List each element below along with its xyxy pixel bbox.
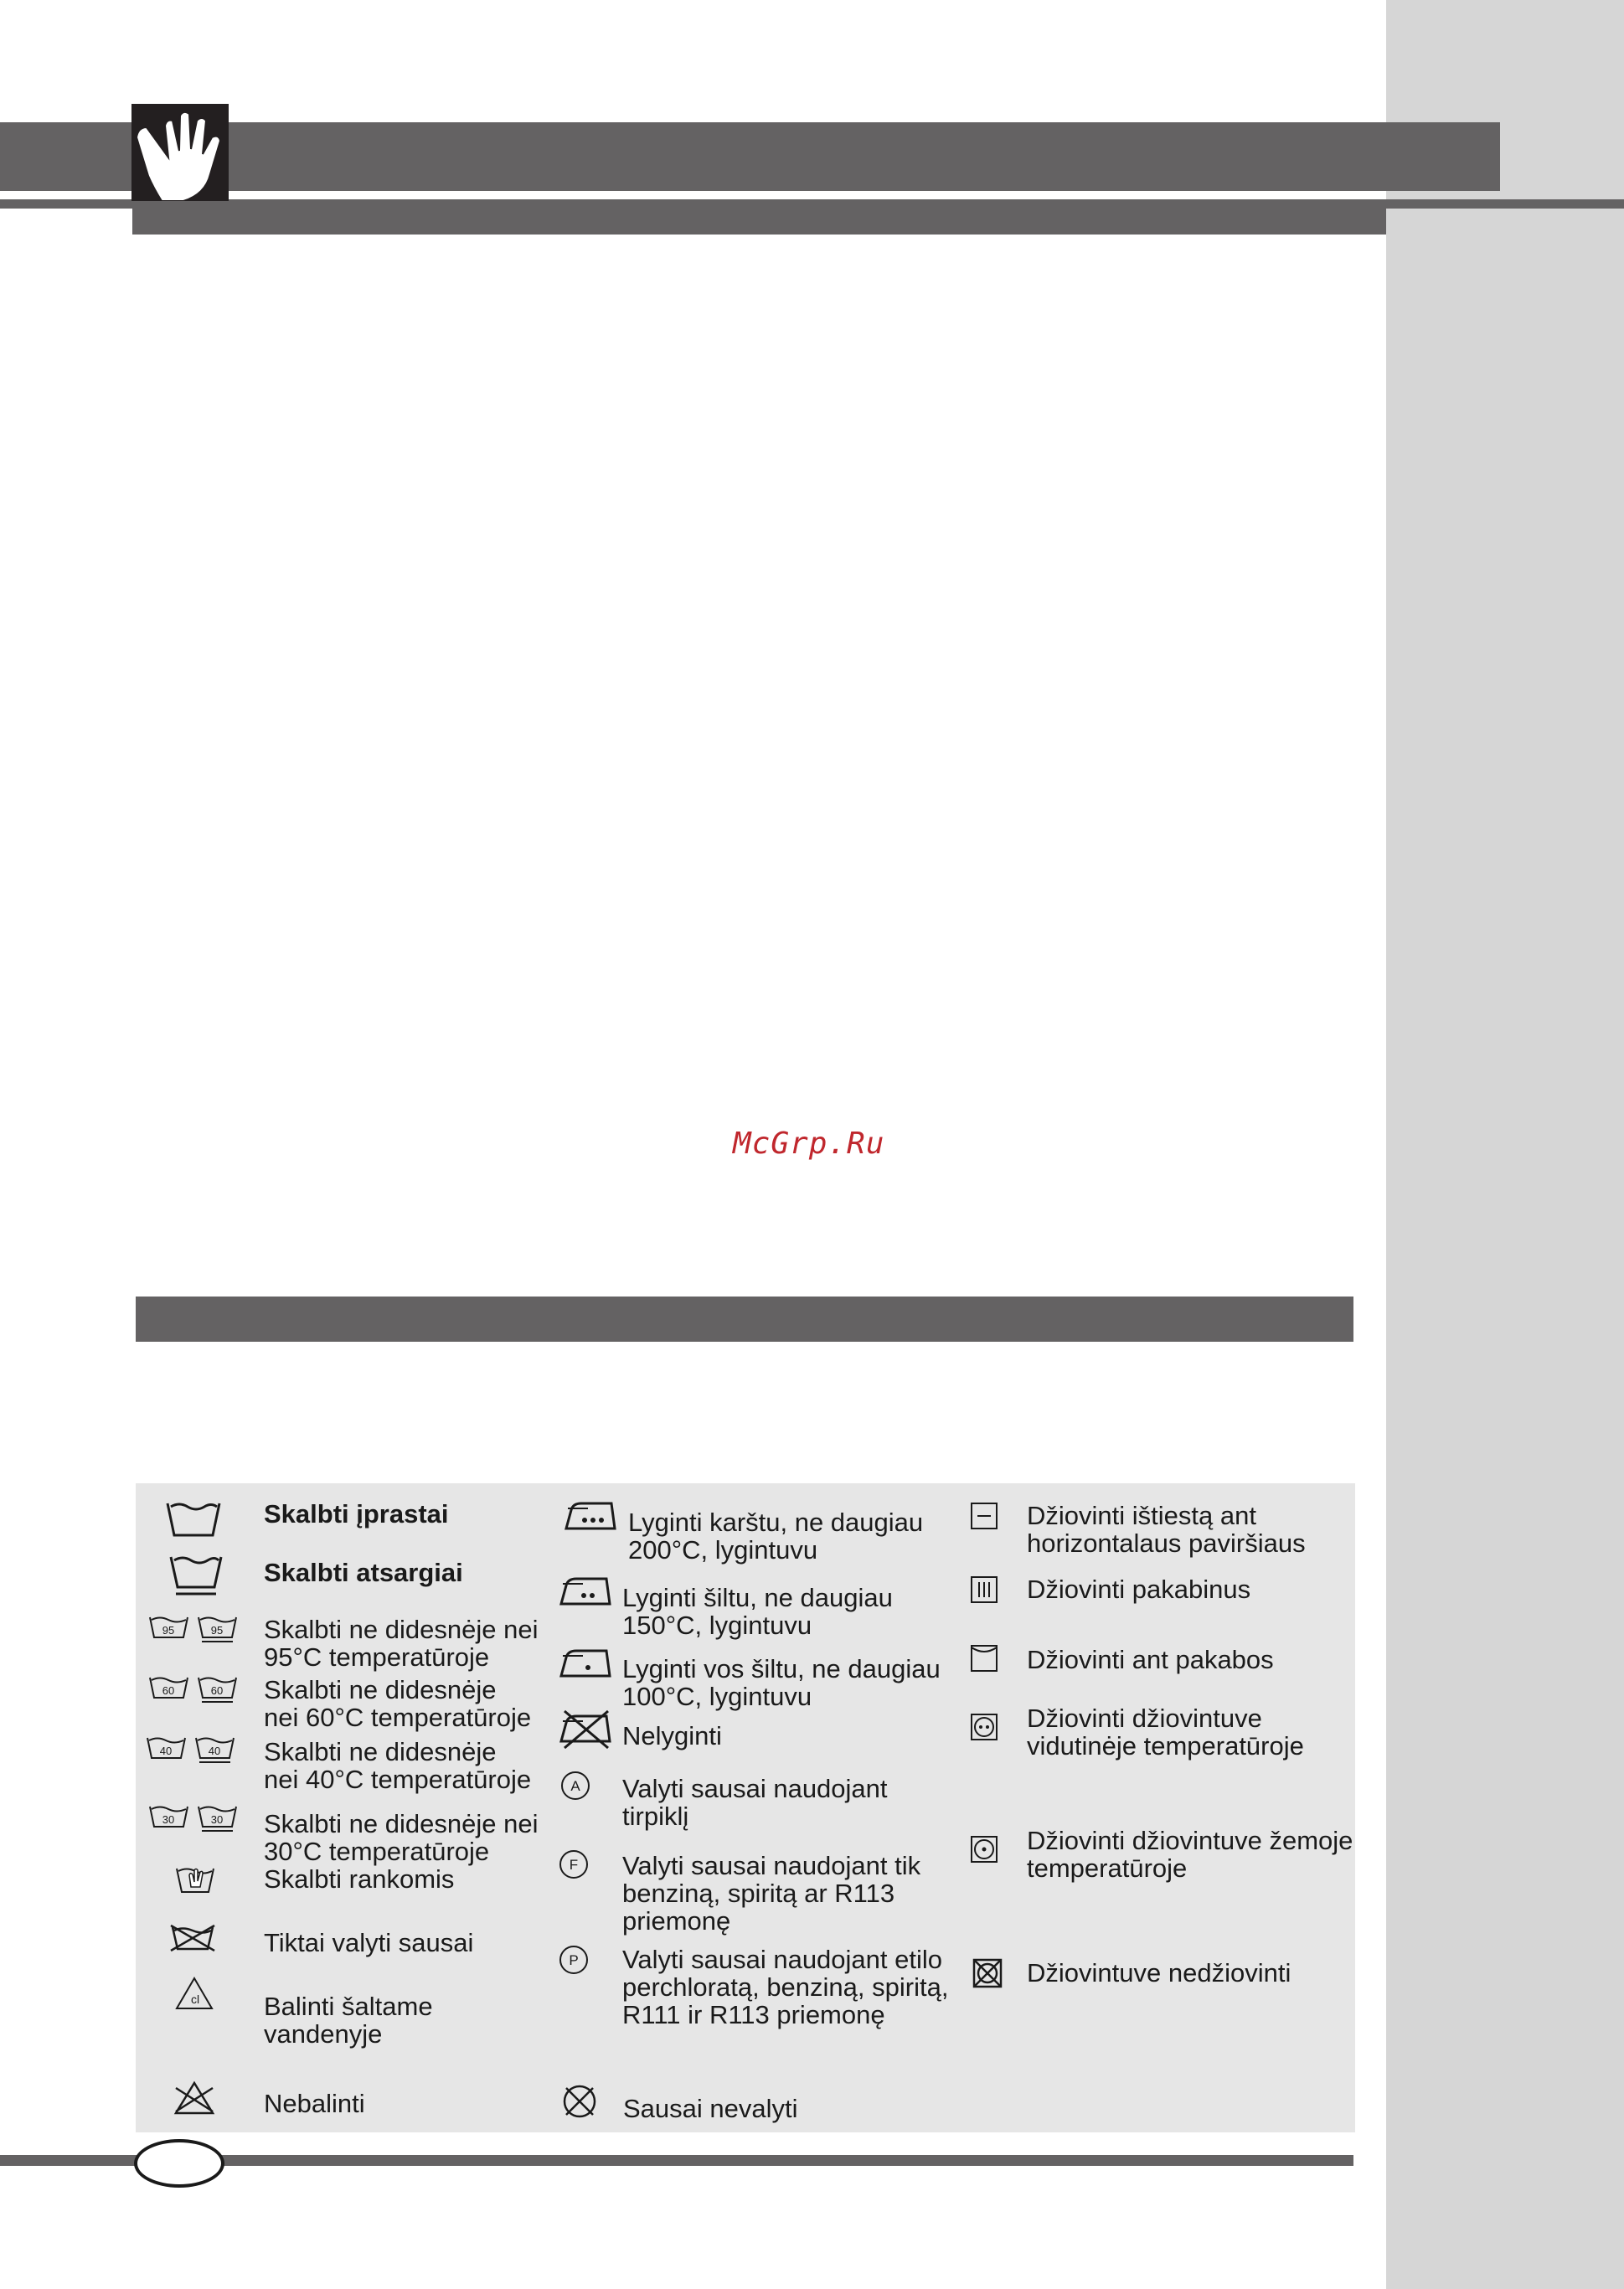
- page-number-oval: [134, 2139, 224, 2188]
- wash-temp-30-b: 30: [210, 1813, 224, 1826]
- dry-flat-label: Džiovinti ištiestą ant horizontalaus paviršiaus: [1027, 1501, 1306, 1558]
- tumble-medium-icon: [970, 1713, 998, 1741]
- wash-temp-40-a: 40: [159, 1745, 173, 1757]
- wash-40-label: Skalbti ne didesnėje nei 40°C temperatūroje: [264, 1737, 532, 1794]
- dryclean-p-label: Valyti sausai naudojant etilo perchloratą, benziną, spiritą, R111 ir R113 priemonę: [622, 1945, 949, 2029]
- washtub-normal-icon: [166, 1500, 221, 1539]
- hand-icon: [131, 104, 229, 201]
- no-iron-icon: [558, 1708, 613, 1751]
- no-dryclean-label: Sausai nevalyti: [623, 2094, 798, 2123]
- header-subband: [132, 206, 1386, 235]
- watermark-text: McGrp.Ru: [733, 1126, 885, 1161]
- hand-wash-label: Skalbti rankomis: [264, 1864, 455, 1894]
- washtub-60-icon: [148, 1674, 240, 1704]
- washtub-95-icon: [148, 1614, 240, 1644]
- no-bleach-label: Nebalinti: [264, 2089, 365, 2118]
- dryclean-f-icon: [558, 1848, 590, 1880]
- wash-gentle-label: Skalbti atsargiai: [264, 1558, 463, 1587]
- line-dry-label: Džiovinti ant pakabos: [1027, 1645, 1274, 1674]
- wash-temp-60-b: 60: [210, 1684, 224, 1697]
- bleach-cold-icon: [174, 1976, 214, 2011]
- dryclean-f-label: Valyti sausai naudojant tik benziną, spiritą ar R113 priemonę: [622, 1851, 921, 1936]
- dryclean-a-label: Valyti sausai naudojant tirpiklį: [622, 1774, 888, 1831]
- washtub-40-icon: [146, 1735, 238, 1765]
- iron-hot-label: Lyginti karštu, ne daugiau 200°C, lygintuvu: [628, 1508, 924, 1565]
- no-tumble-label: Džiovintuve nedžiovinti: [1027, 1958, 1291, 1987]
- dryclean-a-icon: [559, 1770, 591, 1802]
- wash-temp-95-a: 95: [162, 1624, 175, 1637]
- line-dry-icon: [970, 1644, 998, 1673]
- no-wet-clean-icon: [169, 1924, 216, 1952]
- wash-temp-30-a: 30: [162, 1813, 175, 1826]
- dry-flat-icon: [970, 1502, 998, 1530]
- drip-dry-icon: [970, 1575, 998, 1604]
- wash-temp-40-b: 40: [208, 1745, 221, 1757]
- dryclean-p-icon: [558, 1944, 590, 1976]
- iron-warm-icon: [558, 1575, 613, 1607]
- iron-warm-label: Lyginti šiltu, ne daugiau 150°C, lygintuvu: [622, 1583, 893, 1640]
- iron-hot-icon: [563, 1500, 618, 1532]
- bleach-cold-label: Balinti šaltame vandenyje: [264, 1992, 433, 2049]
- dryclean-letter-p: P: [569, 1952, 579, 1968]
- dry-clean-only-label: Tiktai valyti sausai: [264, 1928, 474, 1957]
- wash-normal-label: Skalbti įprastai: [264, 1499, 449, 1529]
- hand-wash-icon: [174, 1859, 216, 1895]
- side-margin-strip: [1386, 0, 1624, 2289]
- dryclean-letter-a: A: [570, 1778, 580, 1794]
- bleach-letters: cl: [190, 1993, 200, 2006]
- wash-temp-60-a: 60: [162, 1684, 175, 1697]
- washtub-30-icon: [148, 1803, 240, 1833]
- no-dryclean-icon: [561, 2083, 598, 2120]
- care-symbols-panel: [136, 1483, 1355, 2132]
- dryclean-letter-f: F: [569, 1857, 579, 1873]
- tumble-medium-label: Džiovinti džiovintuve vidutinėje temperatūroje: [1027, 1704, 1304, 1761]
- wash-30-label: Skalbti ne didesnėje nei 30°C temperatūroje: [264, 1809, 539, 1866]
- wash-95-label: Skalbti ne didesnėje nei 95°C temperatūroje: [264, 1615, 539, 1672]
- section-band: [136, 1297, 1353, 1342]
- no-tumble-icon: [972, 1957, 1003, 1989]
- no-iron-label: Nelyginti: [622, 1721, 722, 1750]
- tumble-low-label: Džiovinti džiovintuve žemoje temperatūroje: [1027, 1826, 1353, 1883]
- wash-60-label: Skalbti ne didesnėje nei 60°C temperatūroje: [264, 1675, 532, 1732]
- no-bleach-icon: [171, 2080, 218, 2116]
- iron-cool-icon: [558, 1647, 613, 1679]
- tumble-low-icon: [970, 1835, 998, 1864]
- washtub-gentle-icon: [169, 1554, 223, 1597]
- iron-cool-label: Lyginti vos šiltu, ne daugiau 100°C, lygintuvu: [622, 1654, 941, 1711]
- drip-dry-label: Džiovinti pakabinus: [1027, 1575, 1251, 1604]
- wash-temp-95-b: 95: [210, 1624, 224, 1637]
